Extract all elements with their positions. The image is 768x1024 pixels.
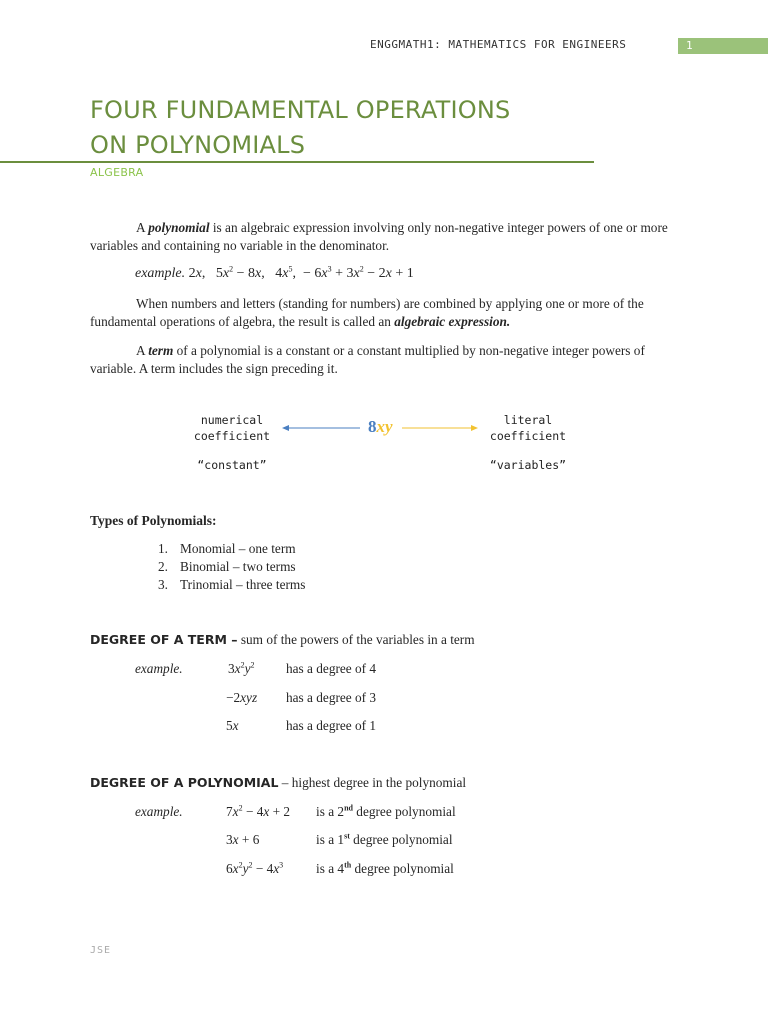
term-expression: 5x	[226, 718, 239, 733]
term-degree-desc: has a degree of 1	[286, 718, 377, 733]
algebraic-expression-definition: When numbers and letters (standing for numbers) are combined by applying one or more of the fundamental operations of algebra, the result is called an algebraic expression.	[90, 296, 644, 329]
degree-poly-example-label: example.	[135, 804, 183, 819]
example-term	[368, 417, 393, 437]
author-initials: JSE	[90, 945, 112, 956]
degree-polynomial-heading: DEGREE OF A POLYNOMIAL	[90, 775, 279, 790]
term-polynomial: polynomial	[148, 220, 210, 235]
degree-of-term: DEGREE OF A TERM – sum of the powers of the variables in a term	[90, 632, 475, 647]
polynomial-definition: A polynomial is an algebraic expression involving only non-negative integer powers of one or more variables and containing no variable in the denominator.	[90, 220, 668, 253]
list-item: 2. Binomial – two terms	[158, 559, 296, 574]
literal-coefficient-label: literal coefficient	[489, 413, 567, 443]
title-line-2: ON POLYNOMIALS	[90, 131, 306, 159]
polynomial-expression: $6x^2y^2 - 4x^3$	[226, 860, 284, 876]
polynomial-degree-desc: is a 4th degree polynomial	[316, 860, 454, 876]
polynomial-degree-desc: is a 2nd degree polynomial	[316, 803, 456, 819]
types-list	[158, 540, 305, 594]
title-divider	[0, 161, 594, 163]
section-subtitle: ALGEBRA	[90, 166, 144, 179]
title-line-1: FOUR FUNDAMENTAL OPERATIONS	[90, 96, 511, 124]
degree-term-heading: DEGREE OF A TERM –	[90, 632, 238, 647]
term-expression: $3x^2y^2$	[228, 660, 255, 676]
example-label: example.	[135, 266, 186, 281]
list-item: 1. Monomial – one term	[158, 541, 296, 556]
degree-of-polynomial: DEGREE OF A POLYNOMIAL – highest degree in the polynomial	[90, 775, 467, 790]
term-degree-desc: has a degree of 3	[286, 690, 377, 705]
types-heading: Types of Polynomials:	[90, 513, 217, 528]
left-arrow-head	[282, 425, 289, 431]
constant-label: “constant”	[197, 458, 267, 472]
numerical-coefficient-label: numerical coefficient	[193, 413, 271, 443]
polynomial-expression: 3x + 6	[226, 832, 260, 847]
polynomial-examples: example. 2x, $5x^2 - 8x$, $4x^5$, − $6x^3 + 3x^2 - 2x + 1$	[135, 264, 414, 281]
list-item: 3. Trinomial – three terms	[158, 577, 306, 592]
degree-term-example-label: example.	[135, 661, 183, 676]
variables-label: “variables”	[489, 458, 567, 472]
course-header: ENGGMATH1: MATHEMATICS FOR ENGINEERS	[370, 38, 627, 51]
term-algebraic-expression: algebraic expression.	[394, 314, 511, 329]
page-number: 1	[686, 39, 693, 52]
page-number-badge	[678, 38, 768, 54]
term-coefficient: 8	[368, 417, 377, 436]
term-degree-desc: has a degree of 4	[286, 661, 377, 676]
term-term: term	[148, 343, 174, 358]
page-title	[90, 93, 510, 163]
polynomial-degree-desc: is a 1st degree polynomial	[316, 831, 453, 847]
term-expression: −2xyz	[226, 690, 258, 705]
term-definition: A term of a polynomial is a constant or a constant multiplied by non-negative integer powers of variable. A term includes the sign preceding it.	[90, 343, 645, 376]
polynomial-expression: $7x^2 - 4x + 2$	[226, 803, 291, 819]
term-variables: xy	[376, 417, 393, 436]
